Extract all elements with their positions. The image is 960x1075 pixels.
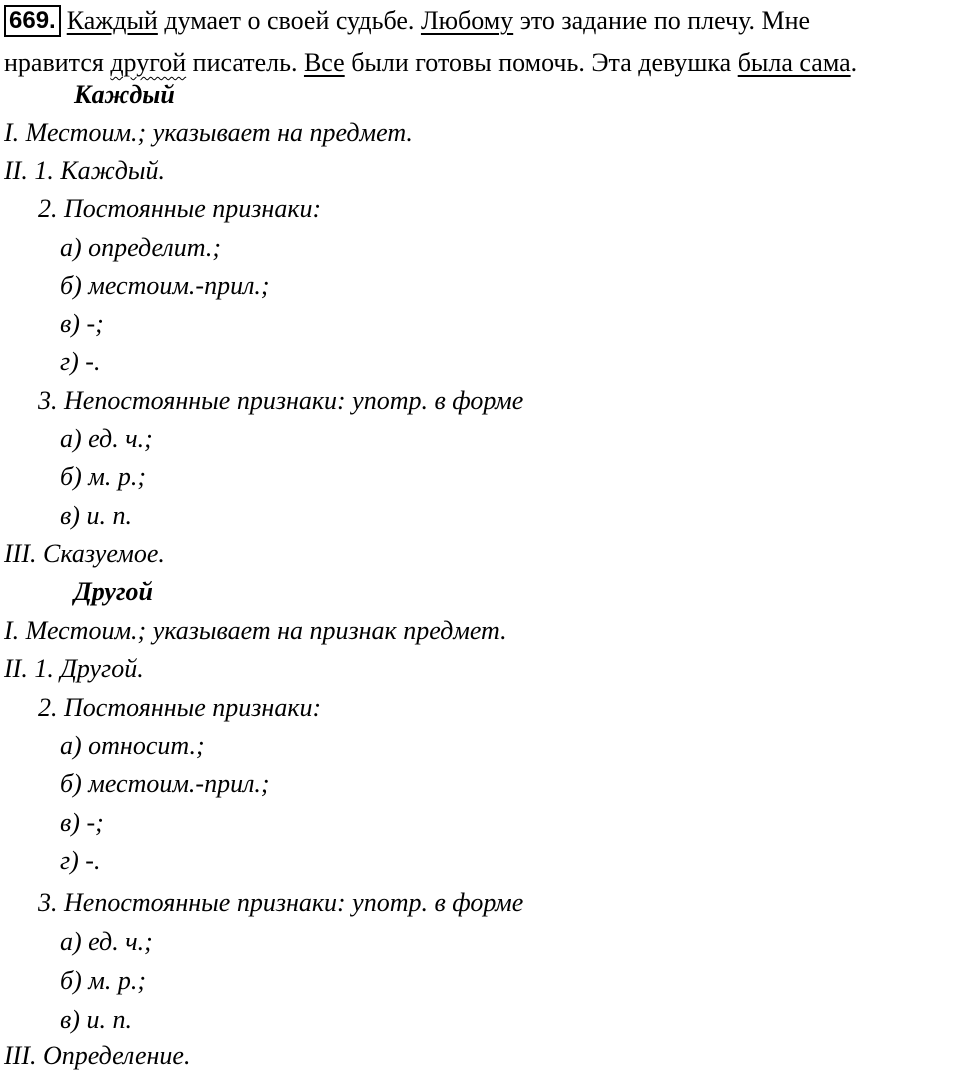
underlined-word: Все [303,48,345,77]
analysis-line: 2. Постоянные признаки: [38,194,322,223]
analysis-line: б) местоим.-прил.; [60,271,270,300]
analysis-line: г) -. [60,347,101,376]
text-span: были готовы помочь. Эта девушка [344,48,738,77]
analysis-line: в) -; [60,309,104,338]
task-number-box: 669. [4,5,61,37]
analysis-line: III. Определение. [4,1041,191,1070]
analysis-line: а) относит.; [60,731,205,760]
section-heading: Каждый [74,80,175,109]
analysis-line: в) -; [60,808,104,837]
underlined-word: Любому [420,6,514,35]
underlined-word: Каждый [66,6,158,35]
analysis-line: 3. Непостоянные признаки: употр. в форме [38,888,524,917]
analysis-line: 3. Непостоянные признаки: употр. в форме [38,386,524,415]
task-text [4,0,956,84]
text-span: это задание по плечу. Мне [513,6,811,35]
analysis-line: а) определит.; [60,233,222,262]
text-span: нравится [4,48,111,77]
analysis-line: II. 1. Каждый. [4,156,166,185]
analysis-line: в) и. п. [60,1005,132,1034]
text-span: думает о своей судьбе. [157,6,421,35]
wavy-underlined-word: другой [110,48,187,77]
analysis-line: III. Сказуемое. [4,539,165,568]
text-span: писатель. [186,48,304,77]
text-span: . [850,48,858,77]
analysis-line: б) м. р.; [60,462,146,491]
analysis-line: а) ед. ч.; [60,424,153,453]
analysis-line: I. Местоим.; указывает на признак предмет. [4,616,507,645]
analysis-line: б) местоим.-прил.; [60,769,270,798]
section-heading: Другой [74,577,154,606]
analysis-line: г) -. [60,846,101,875]
analysis-line: б) м. р.; [60,966,146,995]
analysis-line: I. Местоим.; указывает на предмет. [4,118,413,147]
analysis-line: в) и. п. [60,501,132,530]
underlined-phrase: была сама [737,48,851,77]
analysis-line: II. 1. Другой. [4,654,144,683]
analysis-line: 2. Постоянные признаки: [38,693,322,722]
task-line-1 [4,0,956,42]
analysis-line: а) ед. ч.; [60,927,153,956]
